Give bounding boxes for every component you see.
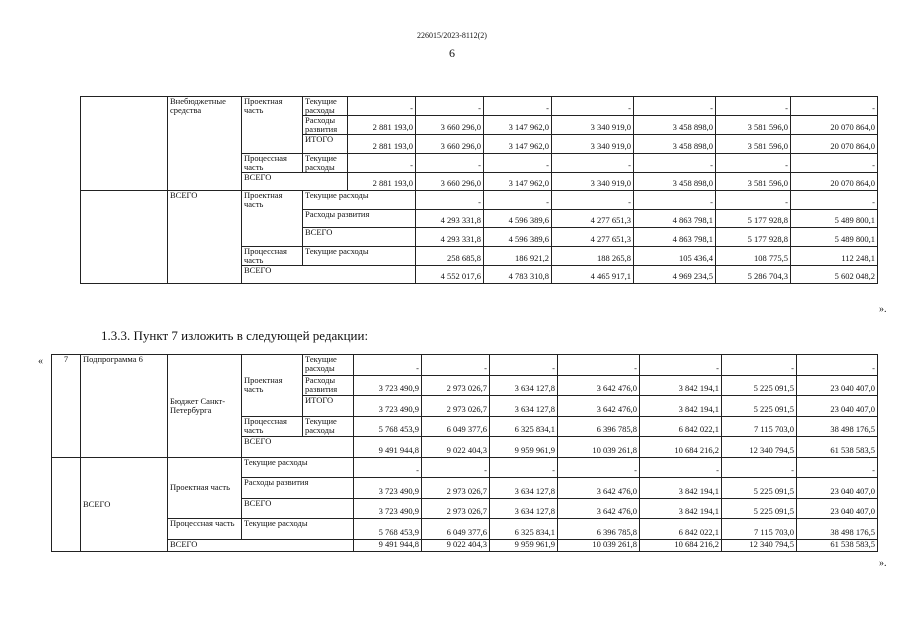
part-cell: Процессная часть (242, 153, 303, 172)
expense-type-cell: Текущие расходы (303, 191, 416, 210)
subprogram-table (51, 354, 878, 552)
expense-type-cell: Текущие расходы (242, 457, 354, 478)
value-cell: 3 581 596,0 (716, 116, 791, 135)
value-cell: 2 881 193,0 (348, 135, 416, 154)
page-number: 6 (449, 46, 455, 60)
total-cell: - (797, 355, 878, 376)
value-cell: 3 634 127,8 (490, 478, 558, 499)
value-cell: - (640, 457, 722, 478)
total-cell: 23 040 407,0 (797, 375, 878, 396)
value-cell: 3 723 490,9 (354, 478, 422, 499)
opening-quote: « (38, 356, 43, 367)
value-cell: - (722, 457, 797, 478)
value-cell: 4 552 017,6 (416, 265, 484, 283)
value-cell: 3 842 194,1 (640, 375, 722, 396)
value-cell: 3 581 596,0 (716, 135, 791, 154)
value-cell: 6 396 785,8 (558, 416, 640, 437)
expense-type-cell: Текущие расходы (242, 519, 354, 540)
value-cell: 4 863 798,1 (634, 209, 716, 228)
value-cell: 188 265,8 (552, 246, 634, 265)
value-cell: 3 642 476,0 (558, 478, 640, 499)
value-cell: 4 783 310,8 (484, 265, 552, 283)
value-cell: - (634, 153, 716, 172)
expense-type-cell: Текущие расходы (303, 153, 348, 172)
value-cell: - (640, 355, 722, 376)
value-cell: 3 147 962,0 (484, 172, 552, 191)
value-cell: 3 660 296,0 (416, 172, 484, 191)
total-cell: 20 070 864,0 (791, 172, 878, 191)
subprogram-name: Подпрограмма 6 (81, 355, 168, 458)
value-cell: 4 596 389,6 (484, 228, 552, 247)
value-cell: 5 225 091,5 (722, 478, 797, 499)
value-cell: 7 115 703,0 (722, 519, 797, 540)
value-cell: 3 147 962,0 (484, 116, 552, 135)
value-cell: 12 340 794,5 (722, 437, 797, 458)
value-cell: 5 768 453,9 (354, 416, 422, 437)
value-cell: 3 147 962,0 (484, 135, 552, 154)
value-cell: 3 340 919,0 (552, 116, 634, 135)
document-id: 226015/2023-8112(2) (417, 31, 487, 40)
value-cell: 3 660 296,0 (416, 116, 484, 135)
value-cell: 3 660 296,0 (416, 135, 484, 154)
value-cell: - (716, 153, 791, 172)
value-cell: 3 842 194,1 (640, 396, 722, 417)
value-cell: 3 458 898,0 (634, 116, 716, 135)
value-cell: - (484, 191, 552, 210)
value-cell: - (354, 457, 422, 478)
value-cell: 10 039 261,8 (558, 539, 640, 551)
value-cell: 5 489 800,1 (791, 209, 878, 228)
value-cell: - (716, 97, 791, 116)
value-cell: - (484, 97, 552, 116)
vsego-label: ВСЕГО (168, 539, 354, 551)
value-cell: 4 863 798,1 (634, 228, 716, 247)
value-cell: 3 723 490,9 (354, 498, 422, 519)
source-cell: Бюджет Санкт-Петербурга (168, 355, 242, 458)
value-cell: 3 581 596,0 (716, 172, 791, 191)
value-cell: 258 685,8 (416, 246, 484, 265)
value-cell: 4 293 331,8 (416, 209, 484, 228)
value-cell: - (490, 355, 558, 376)
value-cell: 12 340 794,5 (722, 539, 797, 551)
closing-quote: ». (879, 304, 887, 315)
value-cell: 5 177 928,8 (716, 209, 791, 228)
value-cell: - (552, 97, 634, 116)
value-cell: 10 039 261,8 (558, 437, 640, 458)
value-cell: 5 177 928,8 (716, 228, 791, 247)
value-cell: 3 642 476,0 (558, 396, 640, 417)
total-cell: 23 040 407,0 (797, 396, 878, 417)
value-cell: 4 277 651,3 (552, 209, 634, 228)
value-cell: 9 491 944,8 (354, 539, 422, 551)
expense-type-cell: Расходы развития (303, 375, 354, 396)
expense-type-cell: Текущие расходы (303, 97, 348, 116)
expense-type-cell: Текущие расходы (303, 246, 416, 265)
part-cell: Проектная часть (242, 191, 303, 247)
value-cell: 112 248,1 (791, 246, 878, 265)
expense-type-cell: Текущие расходы (303, 355, 354, 376)
value-cell: 4 293 331,8 (416, 228, 484, 247)
value-cell: 3 634 127,8 (490, 375, 558, 396)
value-cell: 108 775,5 (716, 246, 791, 265)
vsego-label: ВСЕГО (242, 498, 354, 519)
value-cell: 3 723 490,9 (354, 396, 422, 417)
value-cell: 5 286 704,3 (716, 265, 791, 283)
value-cell: - (558, 355, 640, 376)
value-cell: - (552, 191, 634, 210)
value-cell: 10 684 216,2 (640, 539, 722, 551)
value-cell: 9 959 961,9 (490, 539, 558, 551)
value-cell: 3 634 127,8 (490, 396, 558, 417)
funding-table-continued (80, 96, 878, 284)
value-cell: 6 049 377,6 (422, 416, 490, 437)
total-cell: 23 040 407,0 (797, 498, 878, 519)
vsego-block-label: ВСЕГО (81, 457, 168, 551)
closing-quote: ». (879, 558, 887, 569)
total-cell: 61 538 583,5 (797, 437, 878, 458)
value-cell: 3 642 476,0 (558, 498, 640, 519)
expense-type-cell: Расходы развития (303, 116, 348, 135)
value-cell: 3 340 919,0 (552, 135, 634, 154)
value-cell: 3 842 194,1 (640, 478, 722, 499)
value-cell: 9 022 404,3 (422, 539, 490, 551)
value-cell: 2 973 026,7 (422, 478, 490, 499)
value-cell: - (416, 153, 484, 172)
value-cell: 5 768 453,9 (354, 519, 422, 540)
value-cell: 6 842 022,1 (640, 519, 722, 540)
part-cell: Процессная часть (242, 246, 303, 265)
value-cell: 4 969 234,5 (634, 265, 716, 283)
vsego-label: ВСЕГО (303, 228, 416, 247)
value-cell: 5 225 091,5 (722, 498, 797, 519)
value-cell: 3 340 919,0 (552, 172, 634, 191)
value-cell: 3 634 127,8 (490, 498, 558, 519)
value-cell: 3 842 194,1 (640, 498, 722, 519)
total-cell: - (797, 457, 878, 478)
value-cell: - (634, 97, 716, 116)
value-cell: 3 458 898,0 (634, 172, 716, 191)
part-cell: Процессная часть (168, 519, 242, 540)
empty-cell (81, 191, 168, 284)
total-cell: - (791, 97, 878, 116)
total-cell: 61 538 583,5 (797, 539, 878, 551)
value-cell: 2 973 026,7 (422, 396, 490, 417)
value-cell: 10 684 216,2 (640, 437, 722, 458)
value-cell: 6 049 377,6 (422, 519, 490, 540)
empty-cell (52, 457, 81, 551)
itogo-label: ИТОГО (303, 135, 348, 154)
value-cell: 186 921,2 (484, 246, 552, 265)
value-cell: 2 881 193,0 (348, 172, 416, 191)
value-cell: 6 396 785,8 (558, 519, 640, 540)
value-cell: 7 115 703,0 (722, 416, 797, 437)
value-cell: - (354, 355, 422, 376)
part-cell: Проектная часть (242, 97, 303, 154)
total-cell: 23 040 407,0 (797, 478, 878, 499)
value-cell: 6 325 834,1 (490, 416, 558, 437)
expense-type-cell: Текущие расходы (303, 416, 354, 437)
vsego-label: ВСЕГО (242, 172, 348, 191)
empty-cell (81, 97, 168, 191)
value-cell: - (716, 191, 791, 210)
value-cell: 2 881 193,0 (348, 116, 416, 135)
vsego-block-label: ВСЕГО (168, 191, 242, 284)
value-cell: 2 973 026,7 (422, 498, 490, 519)
value-cell: 3 642 476,0 (558, 375, 640, 396)
value-cell: 9 959 961,9 (490, 437, 558, 458)
total-cell: 20 070 864,0 (791, 135, 878, 154)
value-cell: 6 842 022,1 (640, 416, 722, 437)
value-cell: 9 491 944,8 (354, 437, 422, 458)
part-cell: Процессная часть (242, 416, 303, 437)
value-cell: - (422, 457, 490, 478)
part-cell: Проектная часть (242, 355, 303, 417)
vsego-label: ВСЕГО (242, 265, 416, 283)
value-cell: 4 277 651,3 (552, 228, 634, 247)
value-cell: - (558, 457, 640, 478)
value-cell: 4 596 389,6 (484, 209, 552, 228)
value-cell: 3 723 490,9 (354, 375, 422, 396)
expense-type-cell: Расходы развития (242, 478, 354, 499)
value-cell: 3 458 898,0 (634, 135, 716, 154)
itogo-label: ИТОГО (303, 396, 354, 417)
value-cell: - (722, 355, 797, 376)
value-cell: 5 225 091,5 (722, 396, 797, 417)
value-cell: 9 022 404,3 (422, 437, 490, 458)
value-cell: - (552, 153, 634, 172)
value-cell: - (484, 153, 552, 172)
value-cell: 105 436,4 (634, 246, 716, 265)
value-cell: 5 602 048,2 (791, 265, 878, 283)
paragraph-text: 1.3.3. Пункт 7 изложить в следующей редакции: (101, 328, 369, 343)
total-cell: 38 498 176,5 (797, 416, 878, 437)
expense-type-cell: Расходы развития (303, 209, 416, 228)
value-cell: - (416, 97, 484, 116)
total-cell: - (791, 153, 878, 172)
total-cell: 20 070 864,0 (791, 116, 878, 135)
value-cell: 5 489 800,1 (791, 228, 878, 247)
total-cell: 38 498 176,5 (797, 519, 878, 540)
value-cell: - (348, 153, 416, 172)
value-cell: - (422, 355, 490, 376)
source-cell: Внебюджетные средства (168, 97, 242, 191)
value-cell: 4 465 917,1 (552, 265, 634, 283)
value-cell: 6 325 834,1 (490, 519, 558, 540)
vsego-label: ВСЕГО (242, 437, 354, 458)
value-cell: - (791, 191, 878, 210)
value-cell: - (416, 191, 484, 210)
value-cell: - (490, 457, 558, 478)
value-cell: - (348, 97, 416, 116)
value-cell: - (634, 191, 716, 210)
value-cell: 2 973 026,7 (422, 375, 490, 396)
value-cell: 5 225 091,5 (722, 375, 797, 396)
item-number: 7 (52, 355, 81, 458)
part-cell: Проектная часть (168, 457, 242, 519)
